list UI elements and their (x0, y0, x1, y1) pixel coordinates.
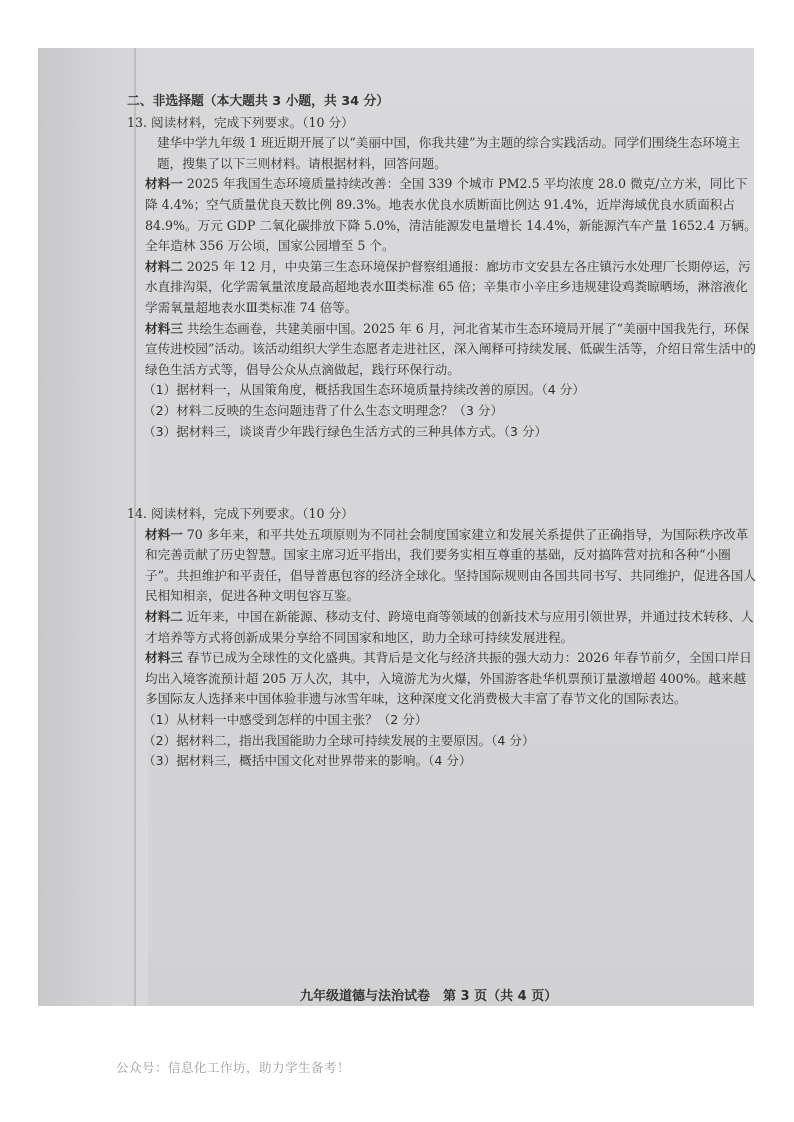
q13-m1-text: 2025 年我国生态环境质量持续改善：全国 339 个城市 PM2.5 平均浓度 28.0 微克/立方米，同比下降 4.4%；空气质量优良天数比例 89.3%。地表水优良水质断面比例达 91.4%，近岸海域优良水质面积占 84.9%。万元 GDP 二氧化碳排放下降 5.0%，清洁能源发电量增长 14.4%，新能源汽车产量 1652.4 万辆。全年造林 356 万公顷，国家公园增至 5 个。 (145, 176, 757, 254)
q14-sub-3: （3）据材料三，概括中国文化对世界带来的影响。（4 分） (143, 753, 472, 769)
q13-intro: 建华中学九年级 1 班近期开展了以“美丽中国，你我共建”为主题的综合实践活动。同学们围绕生态环境主题，搜集了以下三则材料。请根据材料，回答问题。 (157, 135, 741, 171)
page-footer: 九年级道德与法治试卷 第 3 页（共 4 页） (300, 989, 558, 1004)
q13-m2-label: 材料二 (145, 258, 183, 274)
q13-m3-label: 材料三 (145, 320, 183, 336)
q13-m1-label: 材料一 (145, 176, 183, 192)
q13-sub-3: （3）据材料三，谈谈青少年践行绿色生活方式的三种具体方式。（3 分） (143, 423, 548, 439)
q14-material-3 (127, 648, 757, 710)
section-title: 二、非选择题（本大题共 3 小题，共 34 分） (127, 94, 390, 109)
q13-m2-text: 2025 年 12 月，中央第三生态环境保护督察组通报：廊坊市文安县左各庄镇污水处理厂长期停运，污水直排沟渠，化学需氧量浓度最高超地表水Ⅲ类标准 65 倍；辛集市小辛庄乡违规建设鸡粪晾晒场，淋溶液化学需氧量超地表水Ⅲ类标准 74 倍等。 (145, 258, 751, 315)
q13-sub-2: （2）材料二反映的生态问题违背了什么生态文明理念？（3 分） (143, 402, 504, 418)
q14-sub-2: （2）据材料二，指出我国能助力全球可持续发展的主要原因。（4 分） (143, 732, 535, 748)
q14-m1-text: 70 多年来，和平共处五项原则为不同社会制度国家建立和发展关系提供了正确指导，为国际秩序改革和完善贡献了历史智慧。国家主席习近平指出，我们要务实相互尊重的基础，反对搞阵营对抗和各种“小圈子”。共担维护和平责任，倡导普惠包容的经济全球化。坚持国际规则由各国共同书写、共同维护，促进各国人民相知相亲，促进各种文明包容互鉴。 (145, 526, 756, 604)
q14-material-1 (127, 525, 757, 607)
q13-m3-text: 共绘生态画卷，共建美丽中国。2025 年 6 月，河北省某市生态环境局开展了“美丽中国我先行，环保宣传进校园”活动。该活动组织大学生态愿者走进社区，深入阐释可持续发展、低碳生活等，介绍日常生活中的绿色生活方式等，倡导公众从点滴做起，践行环保行动。 (145, 320, 756, 377)
q14-m2-label: 材料二 (145, 609, 183, 625)
q13-sub-1: （1）据材料一，从国策角度，概括我国生态环境质量持续改善的原因。（4 分） (143, 382, 585, 398)
q13-heading: 13. 阅读材料，完成下列要求。（10 分） (127, 114, 354, 130)
q13-material-3 (127, 319, 757, 381)
q14-sub-1: （1）从材料一中感受到怎样的中国主张？（2 分） (143, 712, 428, 728)
q13-material-2 (127, 257, 757, 319)
answer-space (127, 442, 757, 504)
watermark: 公众号：信息化工作坊，助力学生备考！ (116, 1060, 351, 1075)
q14-heading: 14. 阅读材料，完成下列要求。（10 分） (127, 506, 354, 522)
q14-m3-text: 春节已成为全球性的文化盛典。其背后是文化与经济共振的强大动力：2026 年春节前夕，全国口岸日均出入境客流预计超 205 万人次，其中，入境游尤为火爆，外国游客赴华机票预订量激增超 400%。越来越多国际友人选择来中国体验非遗与冰雪年味，这种深度文化消费极大丰富了春节文化的国际表达。 (145, 650, 752, 707)
q14-m3-label: 材料三 (145, 650, 183, 666)
q14-m2-text: 近年来，中国在新能源、移动支付、跨境电商等领域的创新技术与应用引领世界，并通过技术转移、人才培养等方式将创新成果分享给不同国家和地区，助力全球可持续发展进程。 (145, 609, 754, 645)
q14-m1-label: 材料一 (145, 526, 183, 542)
q13-material-1 (127, 174, 757, 256)
exam-content (127, 92, 757, 772)
q14-material-2 (127, 607, 757, 648)
